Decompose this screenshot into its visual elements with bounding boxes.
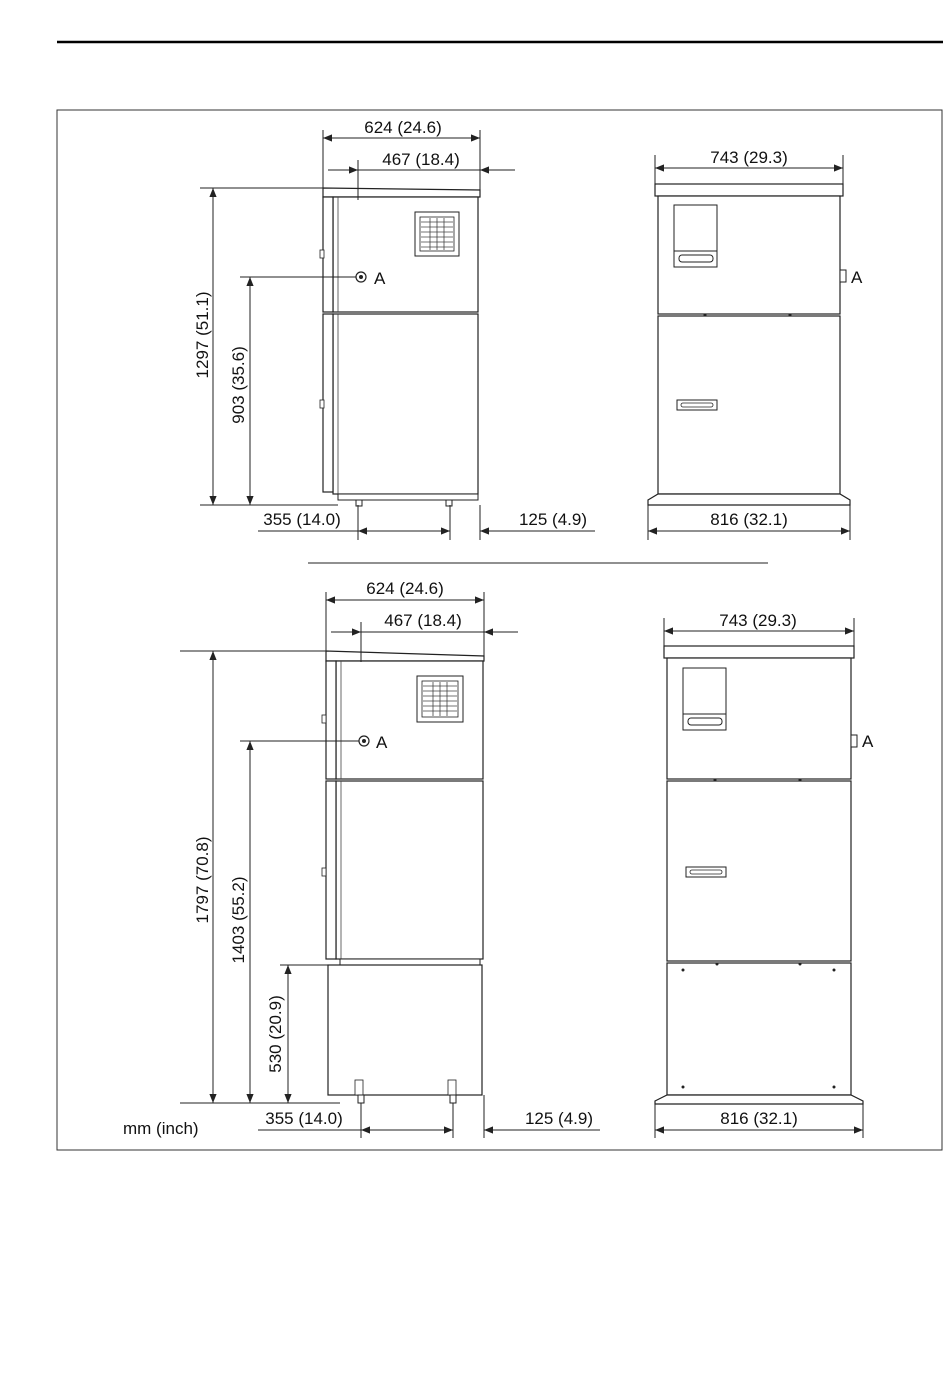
upper-foot-spacing-label: 355 (14.0) (263, 510, 341, 529)
upper-body-width-label: 743 (29.3) (710, 148, 788, 167)
lower-front-view (655, 646, 863, 1104)
units-label: mm (inch) (123, 1119, 199, 1138)
lower-pedestal-height-label: 530 (20.9) (266, 995, 285, 1073)
lower-connection-a-label: A (376, 733, 388, 752)
lower-rear-clearance-label: 125 (4.9) (524, 1109, 594, 1128)
lower-overall-depth-label: 624 (24.6) (366, 579, 444, 598)
lower-body-width-label: 743 (29.3) (719, 611, 797, 630)
lower-side-view (322, 651, 484, 1103)
lower-total-height-label: 1797 (70.8) (193, 836, 212, 924)
lower-front-connection-a-label: A (862, 732, 874, 751)
lower-foot-spacing-label: 355 (14.0) (265, 1109, 343, 1128)
upper-base-width-label: 816 (32.1) (710, 510, 788, 529)
upper-side-view (320, 188, 480, 506)
upper-body-depth-label: 467 (18.4) (382, 150, 460, 169)
upper-connection-a-label: A (374, 269, 386, 288)
lower-body-depth-label: 467 (18.4) (384, 611, 462, 630)
upper-overall-depth-label: 624 (24.6) (364, 118, 442, 137)
upper-front-connection-a-label: A (851, 268, 863, 287)
upper-total-height-label: 1297 (51.1) (193, 291, 212, 379)
lower-base-width-label: 816 (32.1) (720, 1109, 798, 1128)
upper-front-view (648, 184, 850, 505)
upper-rear-clearance-label: 125 (4.9) (518, 510, 588, 529)
lower-connection-height-label: 1403 (55.2) (229, 876, 248, 964)
upper-connection-height-label: 903 (35.6) (229, 346, 248, 424)
